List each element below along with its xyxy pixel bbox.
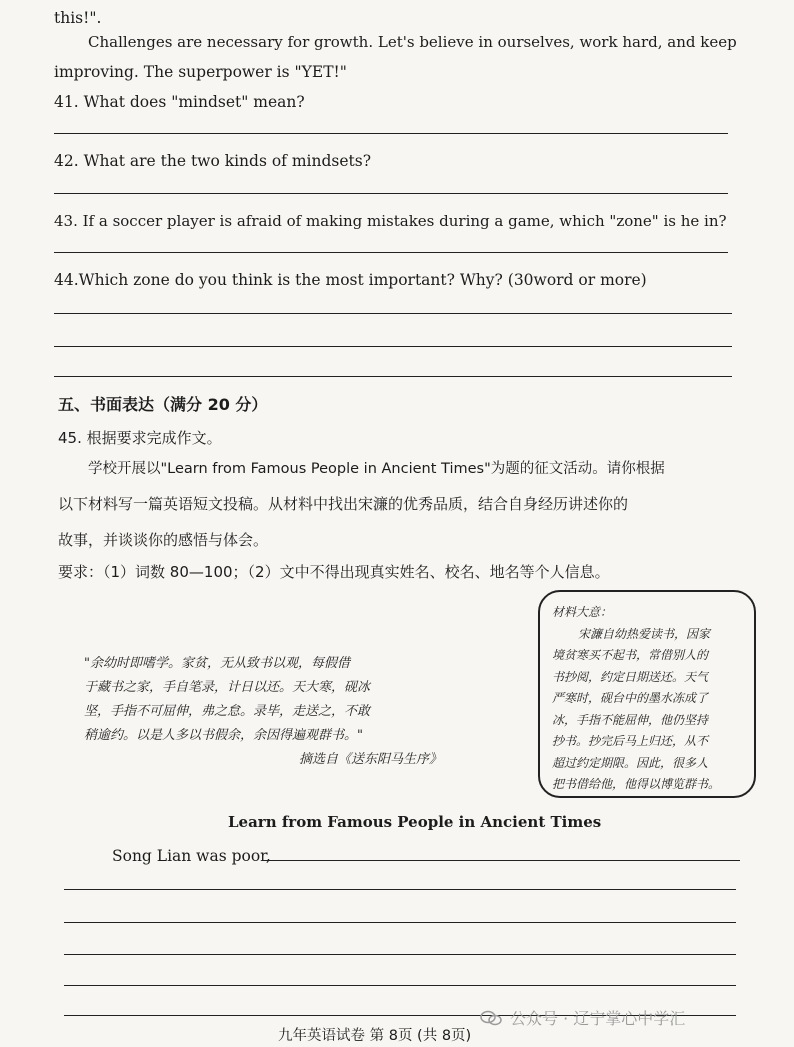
answer-line-44a[interactable] (54, 313, 732, 314)
essay-line-2[interactable] (64, 922, 736, 923)
classical-quote (84, 652, 504, 767)
material-summary-box (538, 590, 756, 798)
answer-line-44c[interactable] (54, 376, 732, 377)
essay-line-0[interactable] (262, 860, 740, 861)
passage-line-1: Challenges are necessary for growth. Let's believe in ourselves, work hard, and keep (88, 33, 737, 51)
material-line-7: 超过约定期限。因此，很多人 (552, 755, 709, 770)
question-43: 43. If a soccer player is afraid of making mistakes during a game, which "zone" is he in? (54, 212, 727, 230)
answer-line-44b[interactable] (54, 346, 732, 347)
material-line-1: 宋濂自幼热爱读书，因家 (578, 626, 711, 641)
material-title: 材料大意： (552, 605, 613, 619)
answer-line-41[interactable] (54, 133, 728, 134)
passage-line-0: this!". (54, 9, 102, 27)
material-line-4: 严寒时，砚台中的墨水冻成了 (552, 691, 709, 705)
material-line-6: 抄书。抄完后马上归还，从不 (552, 734, 709, 748)
quote-source: 摘选自《送东阳马生序》 (299, 752, 443, 767)
essay-line-3[interactable] (64, 954, 736, 955)
essay-line-4[interactable] (64, 985, 736, 986)
wechat-icon (480, 1010, 502, 1026)
answer-line-43[interactable] (54, 252, 728, 253)
quote-line-3: 坚，手指不可屈伸，弗之怠。录毕，走送之，不敢 (84, 704, 371, 719)
instruction-line-3: 故事，并谈谈你的感悟与体会。 (58, 531, 269, 549)
question-42: 42. What are the two kinds of mindsets? (54, 152, 372, 170)
instruction-line-2: 以下材料写一篇英语短文投稿。从材料中找出宋濂的优秀品质，结合自身经历讲述你的 (58, 495, 629, 513)
material-line-3: 书抄阅，约定日期送还。天气 (552, 669, 709, 684)
essay-title: Learn from Famous People in Ancient Times (228, 813, 602, 831)
passage-line-2: improving. The superpower is "YET!" (54, 63, 347, 81)
question-41: 41. What does "mindset" mean? (54, 93, 305, 111)
watermark (480, 1006, 685, 1029)
question-45: 45. 根据要求完成作文。 (58, 429, 222, 447)
page-footer: 九年英语试卷 第 8页 (共 8页) (278, 1028, 472, 1044)
question-44: 44.Which zone do you think is the most important? Why? (30word or more) (54, 271, 647, 289)
material-line-8: 把书借给他，他得以博览群书。 (552, 777, 721, 791)
watermark-text: 公众号 · 辽宁掌心中学汇 (510, 1009, 686, 1028)
essay-line-1[interactable] (64, 889, 736, 890)
quote-line-1: "余幼时即嗜学。家贫，无从致书以观，每假借 (84, 656, 350, 671)
material-line-5: 冰，手指不能屈伸，他仍坚持 (552, 712, 709, 727)
quote-line-4: 稍逾约。以是人多以书假余，余因得遍观群书。" (84, 728, 363, 743)
section-5-heading: 五、书面表达（满分 20 分） (58, 395, 268, 414)
instruction-line-1: 学校开展以"Learn from Famous People in Ancient Times"为题的征文活动。请你根据 (88, 461, 665, 477)
answer-line-42[interactable] (54, 193, 728, 194)
essay-starter: Song Lian was poor, (112, 847, 271, 865)
material-line-2: 境贫寒买不起书，常借别人的 (552, 648, 709, 662)
requirements: 要求：（1）词数 80—100；（2）文中不得出现真实姓名、校名、地名等个人信息。 (58, 563, 610, 581)
quote-line-2: 于藏书之家，手自笔录，计日以还。天大寒，砚冰 (84, 680, 371, 695)
